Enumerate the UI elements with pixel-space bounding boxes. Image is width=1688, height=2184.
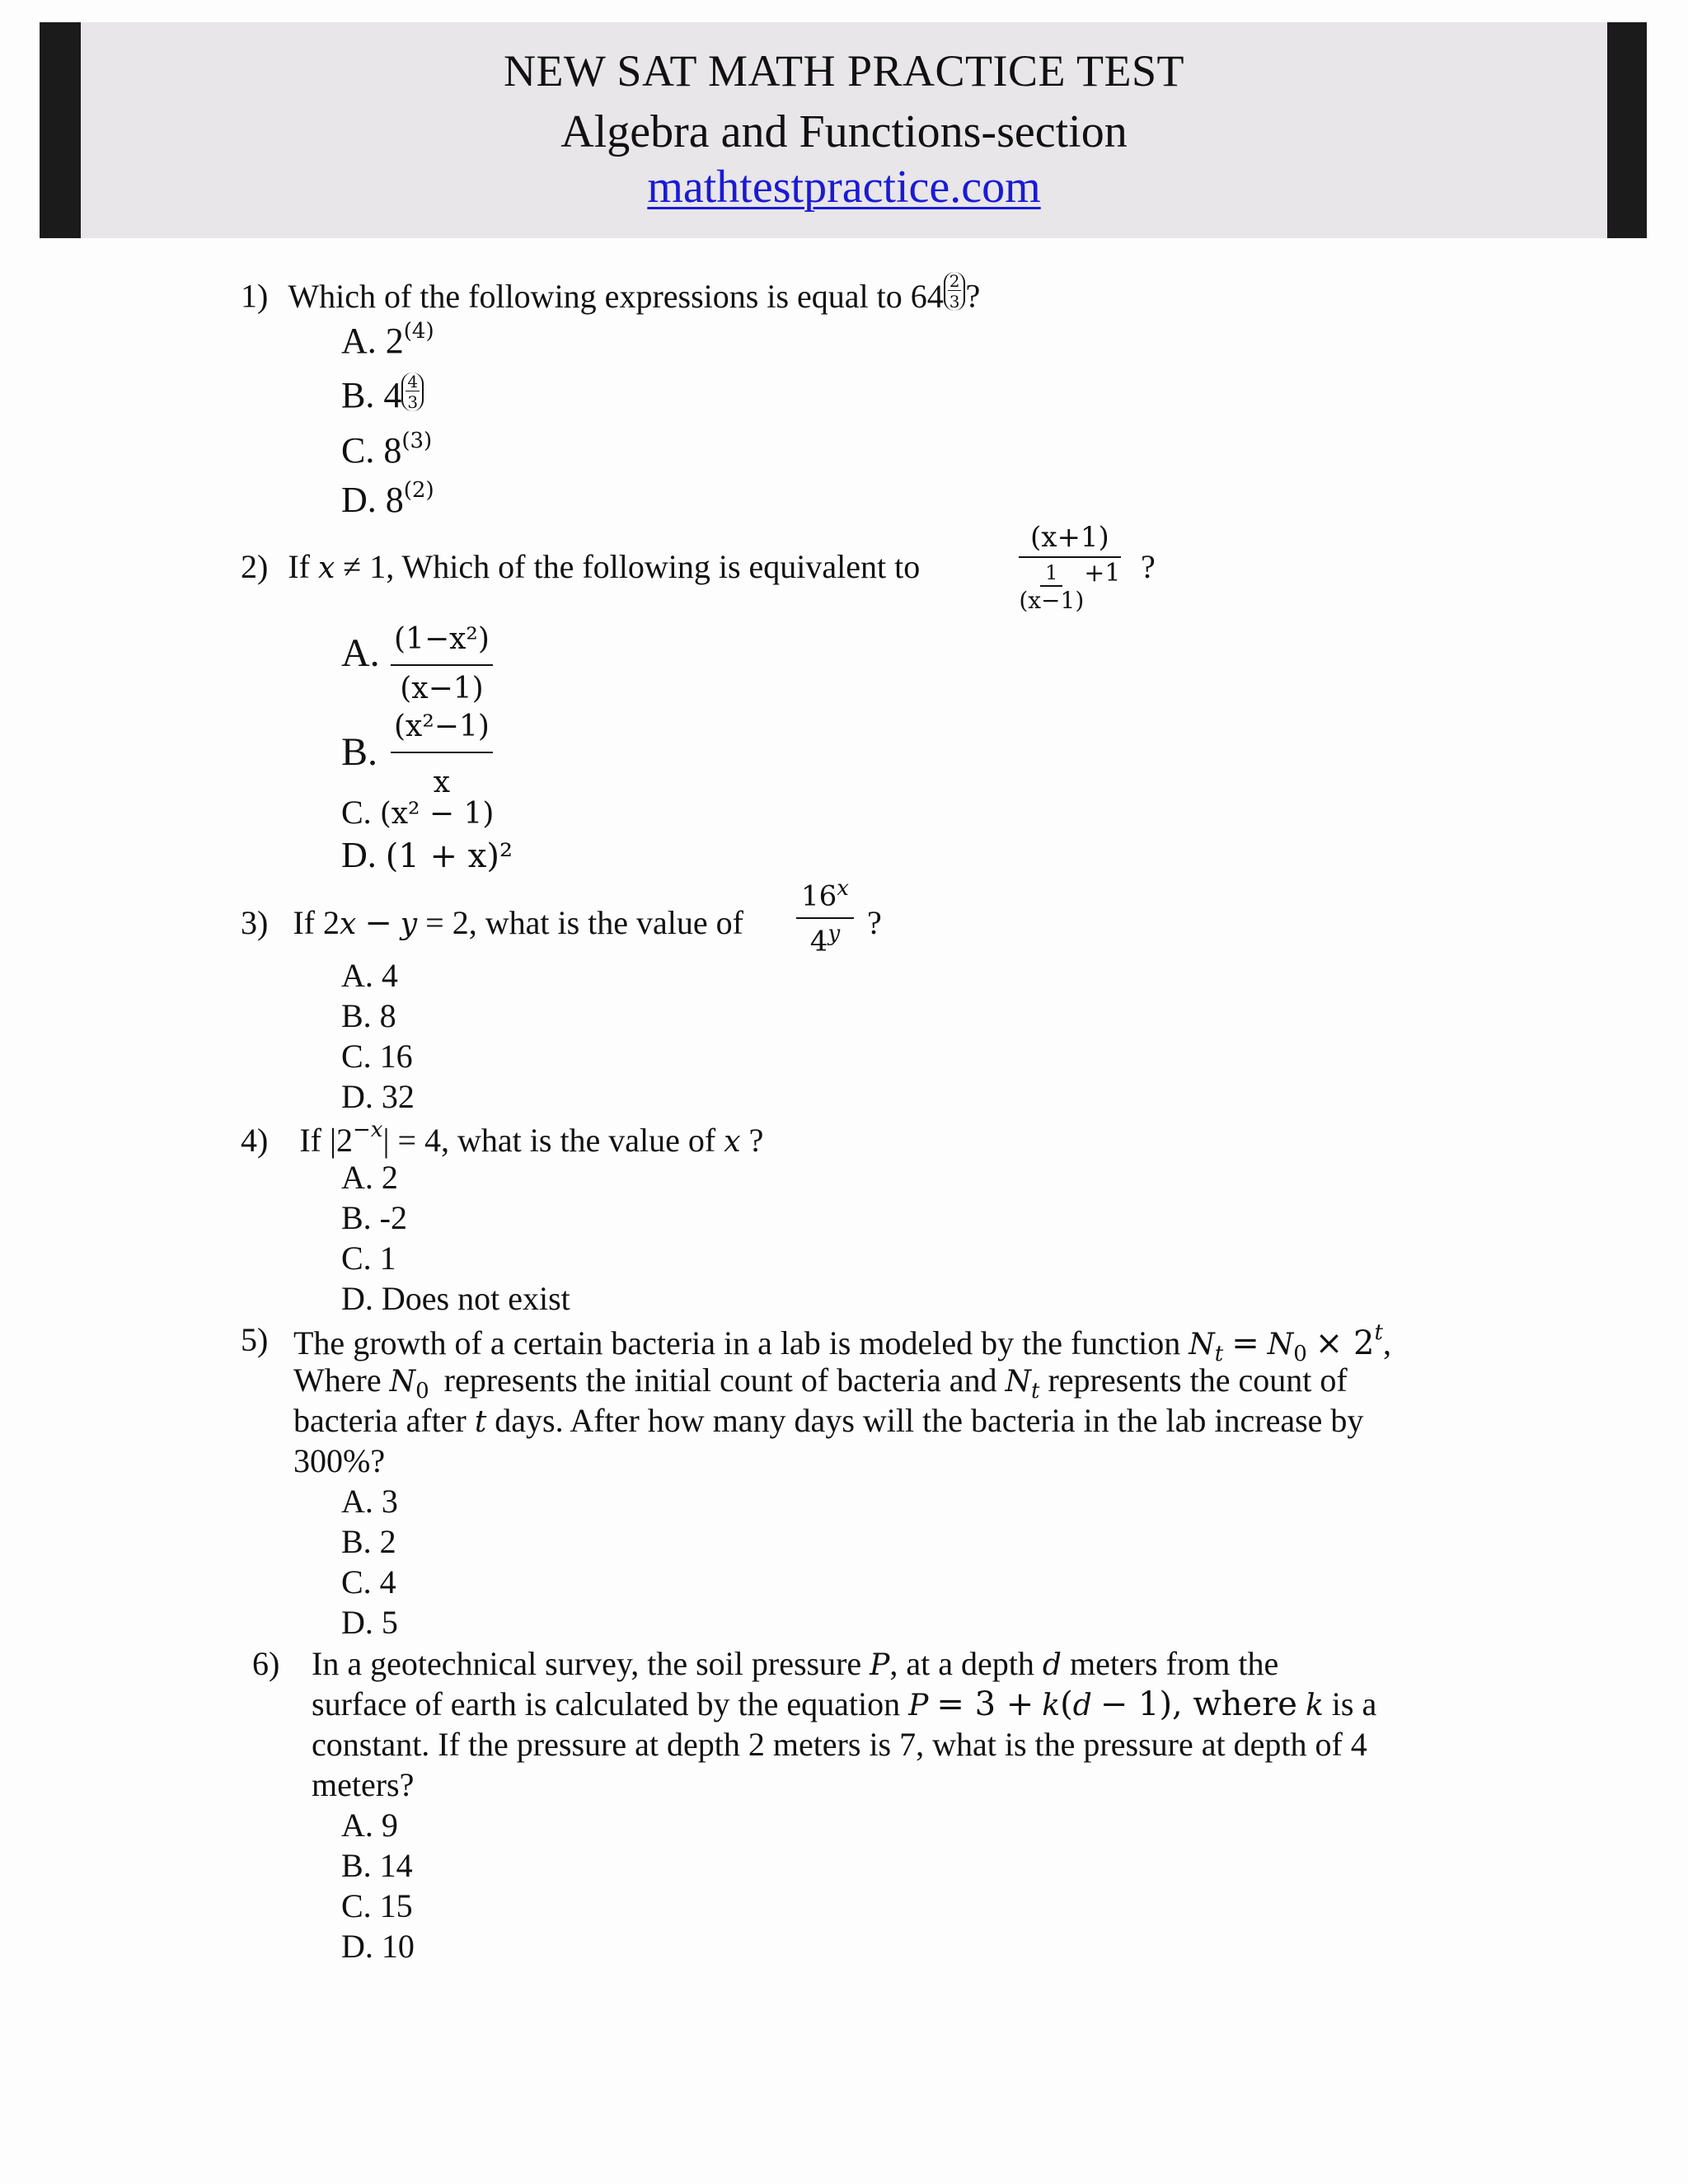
q5-line-3: bacteria after t days. After how many days will the bacteria in the lab increase by bbox=[293, 1402, 1364, 1439]
q3-option-a[interactable]: A. 4 bbox=[341, 957, 398, 994]
q1-option-c[interactable]: C. 8$^{(3)}$ bbox=[341, 429, 433, 471]
question-2: 2) If x ≠ 1, Which of the following is equivalent to bbox=[241, 548, 921, 585]
q2-expression: (x+1) $\frac{1}{(x-1)}$ +1 bbox=[1019, 521, 1121, 615]
q6-line-2: surface of earth is calculated by the equation P = 3 + k(d − 1), where k is a bbox=[312, 1685, 1377, 1723]
q6-option-a[interactable]: A. 9 bbox=[341, 1807, 398, 1844]
q5-line-2: Where $N_0$ represents the initial count of bacteria and $N_t$ represents the count of bbox=[293, 1361, 1348, 1404]
q4-option-c[interactable]: C. 1 bbox=[341, 1240, 396, 1277]
question-6 bbox=[252, 1644, 279, 1683]
question-number: 5) bbox=[241, 1321, 269, 1358]
question-number: 2) bbox=[241, 548, 269, 585]
page-title: NEW SAT MATH PRACTICE TEST bbox=[503, 46, 1185, 96]
q4-option-b[interactable]: B. -2 bbox=[341, 1199, 407, 1236]
question-number: 4) bbox=[241, 1122, 269, 1159]
q5-line-4: 300%? bbox=[293, 1442, 386, 1479]
q2-option-c[interactable]: C. (x² − 1) bbox=[341, 794, 495, 831]
q5-option-c[interactable]: C. 4 bbox=[341, 1563, 396, 1601]
question-text: Which of the following expressions is equal to 64 bbox=[288, 277, 944, 315]
q6-line-4: meters? bbox=[312, 1766, 415, 1803]
q3-option-b[interactable]: B. 8 bbox=[341, 997, 396, 1034]
exponent-fraction: $\frac{2}{3}$ bbox=[944, 272, 966, 311]
q5-line-1: The growth of a certain bacteria in a lab is modeled by the function $N_t = N_0 \times 2^t$, bbox=[293, 1320, 1391, 1366]
q3-option-d[interactable]: D. 32 bbox=[341, 1078, 415, 1115]
section-subtitle: Algebra and Functions-section bbox=[560, 106, 1128, 157]
q4-option-d[interactable]: D. Does not exist bbox=[341, 1280, 570, 1317]
q6-line-3: constant. If the pressure at depth 2 meters is 7, what is the pressure at depth of 4 bbox=[312, 1726, 1367, 1763]
q3-option-c[interactable]: C. 16 bbox=[341, 1038, 413, 1075]
q2-question-mark: ? bbox=[1141, 548, 1156, 585]
q6-line-1: In a geotechnical survey, the soil pressure P, at a depth d meters from the bbox=[312, 1645, 1279, 1682]
q2-option-a-fraction: $\frac{\text{(1−x²)}}{(x-1)}$ bbox=[391, 623, 493, 705]
q5-option-d[interactable]: D. 5 bbox=[341, 1604, 398, 1641]
q1-option-a[interactable]: A. 2$^{(4)}$ bbox=[341, 319, 434, 361]
question-number: 1) bbox=[241, 277, 269, 315]
q6-option-b[interactable]: B. 14 bbox=[341, 1847, 413, 1884]
q2-option-a[interactable]: A. bbox=[341, 631, 380, 675]
q6-option-c[interactable]: C. 15 bbox=[341, 1887, 413, 1924]
question-3: 3) If 2x − y = 2, what is the value of bbox=[241, 904, 743, 942]
q5-option-b[interactable]: B. 2 bbox=[341, 1523, 396, 1560]
site-link[interactable]: mathtestpractice.com bbox=[647, 162, 1041, 213]
question-5 bbox=[241, 1320, 268, 1359]
q3-expression: $\frac{16^x}{4^y}$ bbox=[796, 877, 854, 957]
question-1: 1) Which of the following expressions is equal to 64 $\frac{2}{3}$ ? bbox=[241, 271, 981, 315]
q1-option-b[interactable]: B. 4 $\frac{4}{3}$ bbox=[341, 373, 424, 416]
question-number: 3) bbox=[241, 904, 269, 941]
q2-option-b-fraction: $\frac{\text{(x²−1)}}{x}$ bbox=[391, 710, 493, 799]
q5-option-a[interactable]: A. 3 bbox=[341, 1483, 398, 1520]
question-number: 6) bbox=[252, 1645, 280, 1682]
q2-option-b[interactable]: B. bbox=[341, 730, 378, 774]
q2-option-d[interactable]: D. (1 + x)² bbox=[341, 835, 513, 875]
q6-option-d[interactable]: D. 10 bbox=[341, 1928, 415, 1965]
q3-question-mark: ? bbox=[867, 904, 882, 941]
question-4: 4) If $|2^{-x}| = 4$, what is the value of x ? bbox=[241, 1118, 764, 1159]
q1-option-d[interactable]: D. 8$^{(2)}$ bbox=[341, 478, 434, 520]
q4-option-a[interactable]: A. 2 bbox=[341, 1159, 398, 1196]
